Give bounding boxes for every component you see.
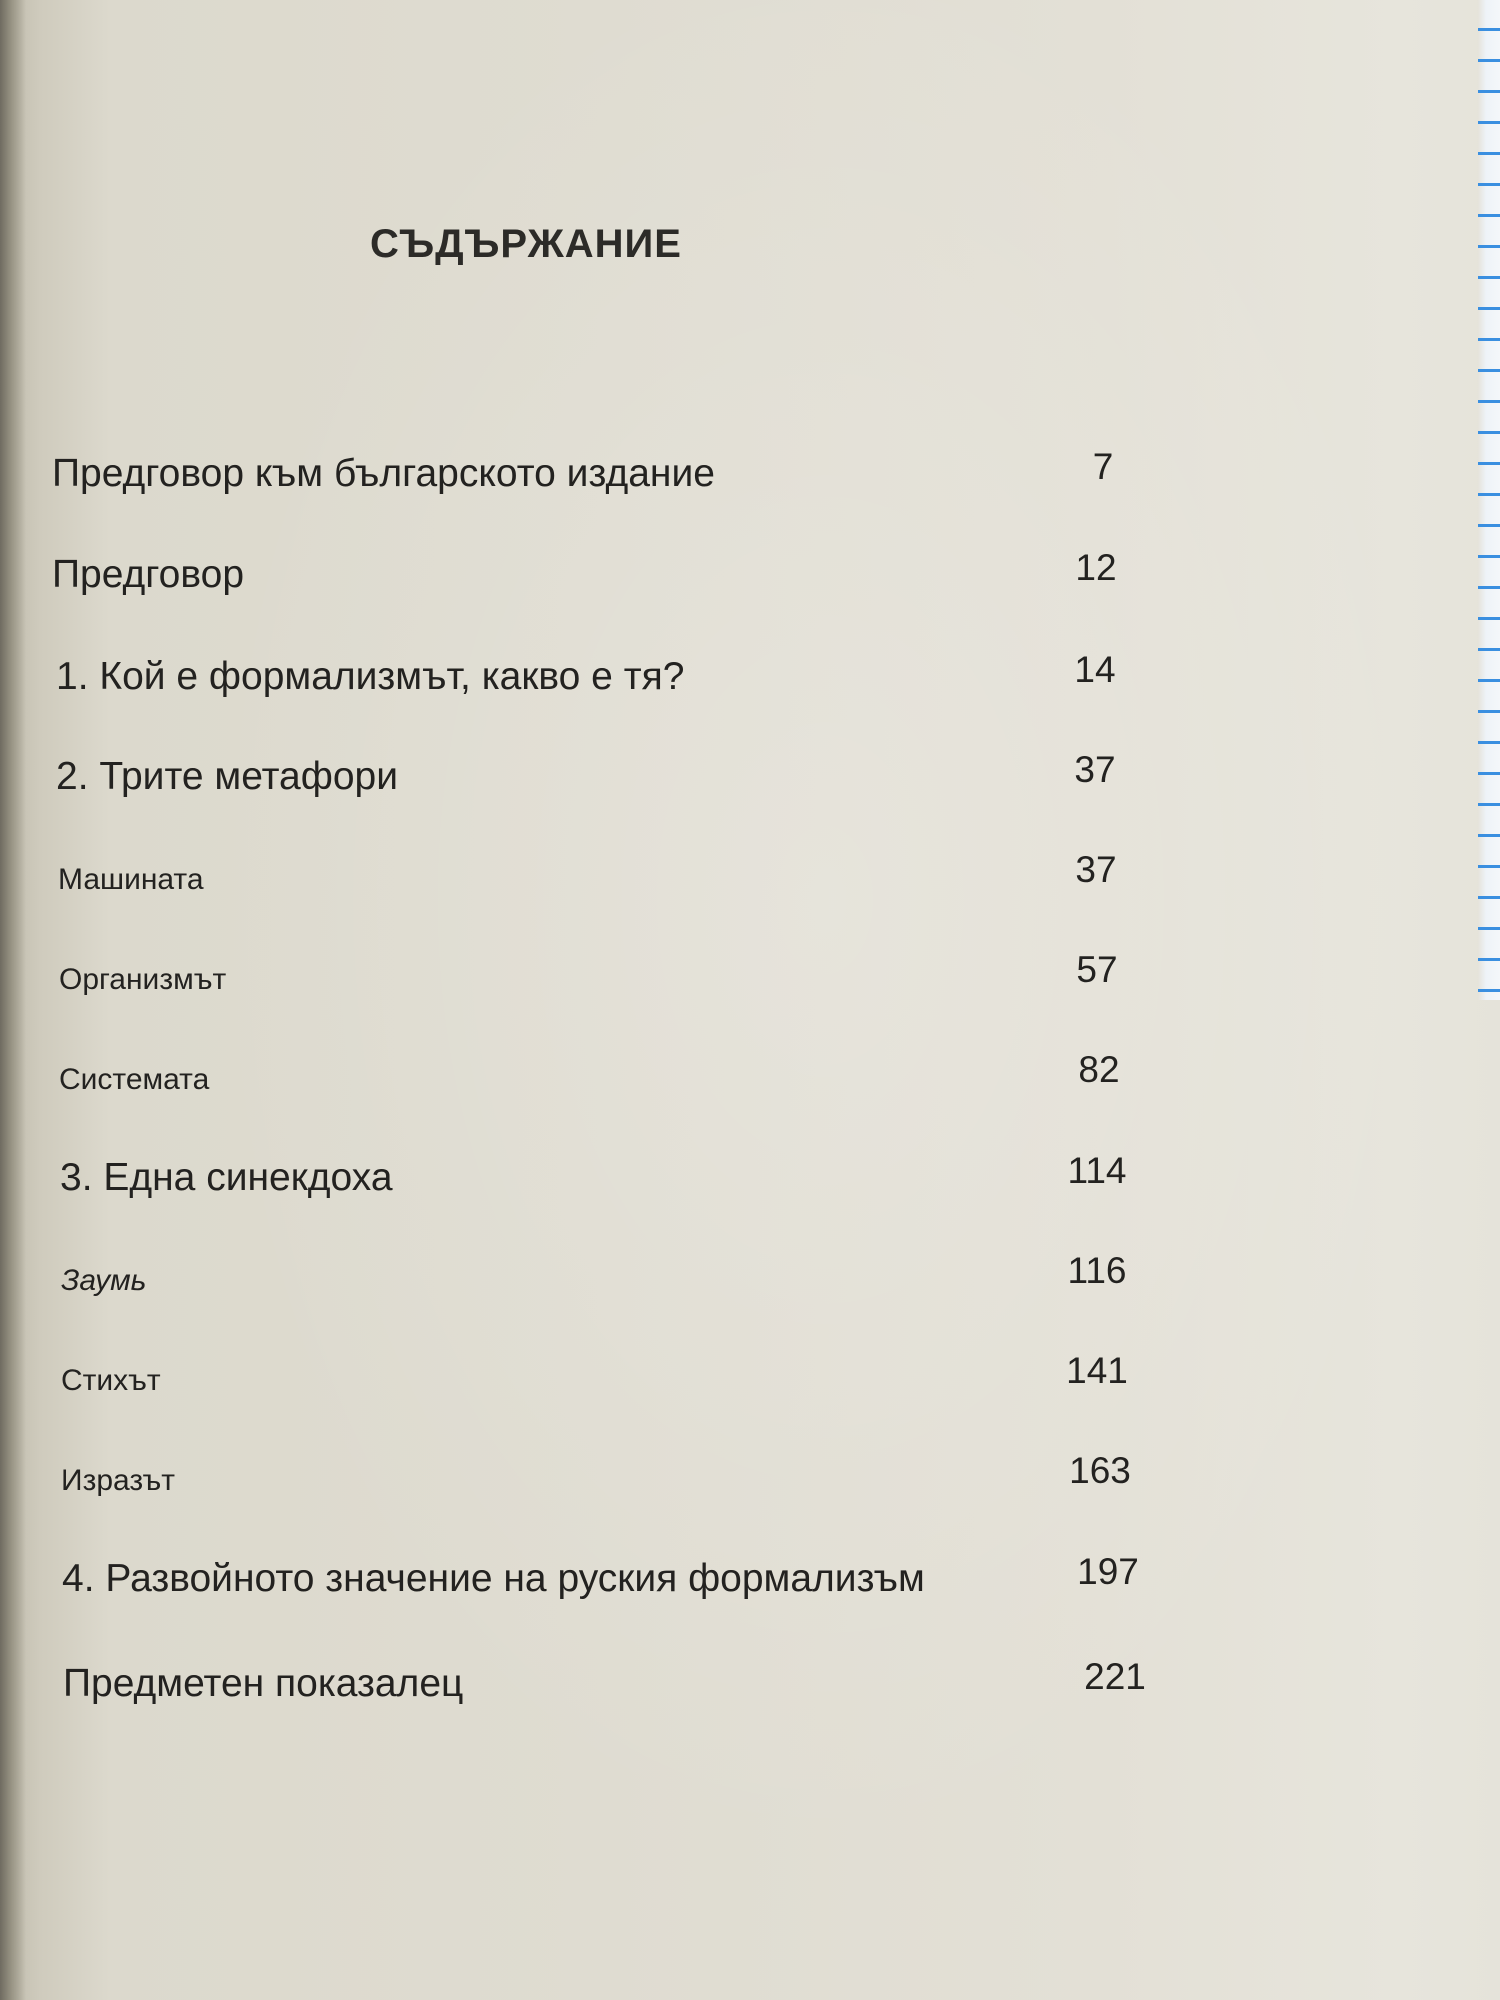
toc-entry	[0, 1049, 1500, 1115]
toc-entry	[0, 1350, 1500, 1416]
toc-entry-page: 37	[1074, 749, 1116, 790]
toc-entry	[0, 1656, 1500, 1722]
toc-entry	[0, 1150, 1500, 1216]
toc-entry-page: 14	[1074, 649, 1116, 690]
toc-entry-title: Предметен показалец	[63, 1662, 464, 1705]
toc-entry-title: Стихът	[61, 1364, 161, 1397]
toc-entry	[0, 1250, 1500, 1316]
toc-entry-title: 3. Една синекдоха	[60, 1156, 393, 1199]
toc-entry-page: 57	[1076, 949, 1118, 990]
toc-entry	[0, 1551, 1500, 1617]
toc-entry-page: 37	[1075, 849, 1117, 890]
toc-entry-title: Системата	[59, 1063, 210, 1096]
toc-entry-page: 82	[1078, 1049, 1120, 1090]
toc-entry-page: 7	[1092, 446, 1114, 487]
toc-entry-title: Предговор	[52, 553, 245, 596]
toc-entry	[0, 446, 1500, 512]
toc-entry	[0, 749, 1500, 815]
toc-entry-page: 141	[1066, 1350, 1128, 1391]
toc-entry-title: 1. Кой е формализмът, какво е тя?	[56, 655, 685, 698]
toc-entry	[0, 949, 1500, 1015]
toc-entry-title: 4. Развойното значение на руския формализъм	[62, 1557, 925, 1600]
toc-entry	[0, 547, 1500, 613]
toc-entry-page: 197	[1077, 1551, 1139, 1592]
toc-entry-title: Машината	[58, 863, 204, 896]
toc-entry-page: 163	[1069, 1450, 1131, 1491]
toc-entry-title: 2. Трите метафори	[56, 755, 398, 798]
toc-entry-title: Предговор към българското издание	[52, 452, 715, 495]
toc-heading: СЪДЪРЖАНИЕ	[370, 222, 682, 266]
toc-entry	[0, 849, 1500, 915]
toc-entry	[0, 1450, 1500, 1516]
toc-entry-title: Заумь	[61, 1264, 147, 1297]
toc-entry-page: 12	[1075, 547, 1117, 588]
toc-entry-title: Организмът	[59, 963, 227, 996]
toc-entry-page: 114	[1067, 1150, 1127, 1191]
toc-entry-page: 221	[1084, 1656, 1146, 1697]
toc-entry	[0, 649, 1500, 715]
toc-entry-page: 116	[1067, 1250, 1127, 1291]
toc-entry-title: Изразът	[61, 1464, 175, 1497]
